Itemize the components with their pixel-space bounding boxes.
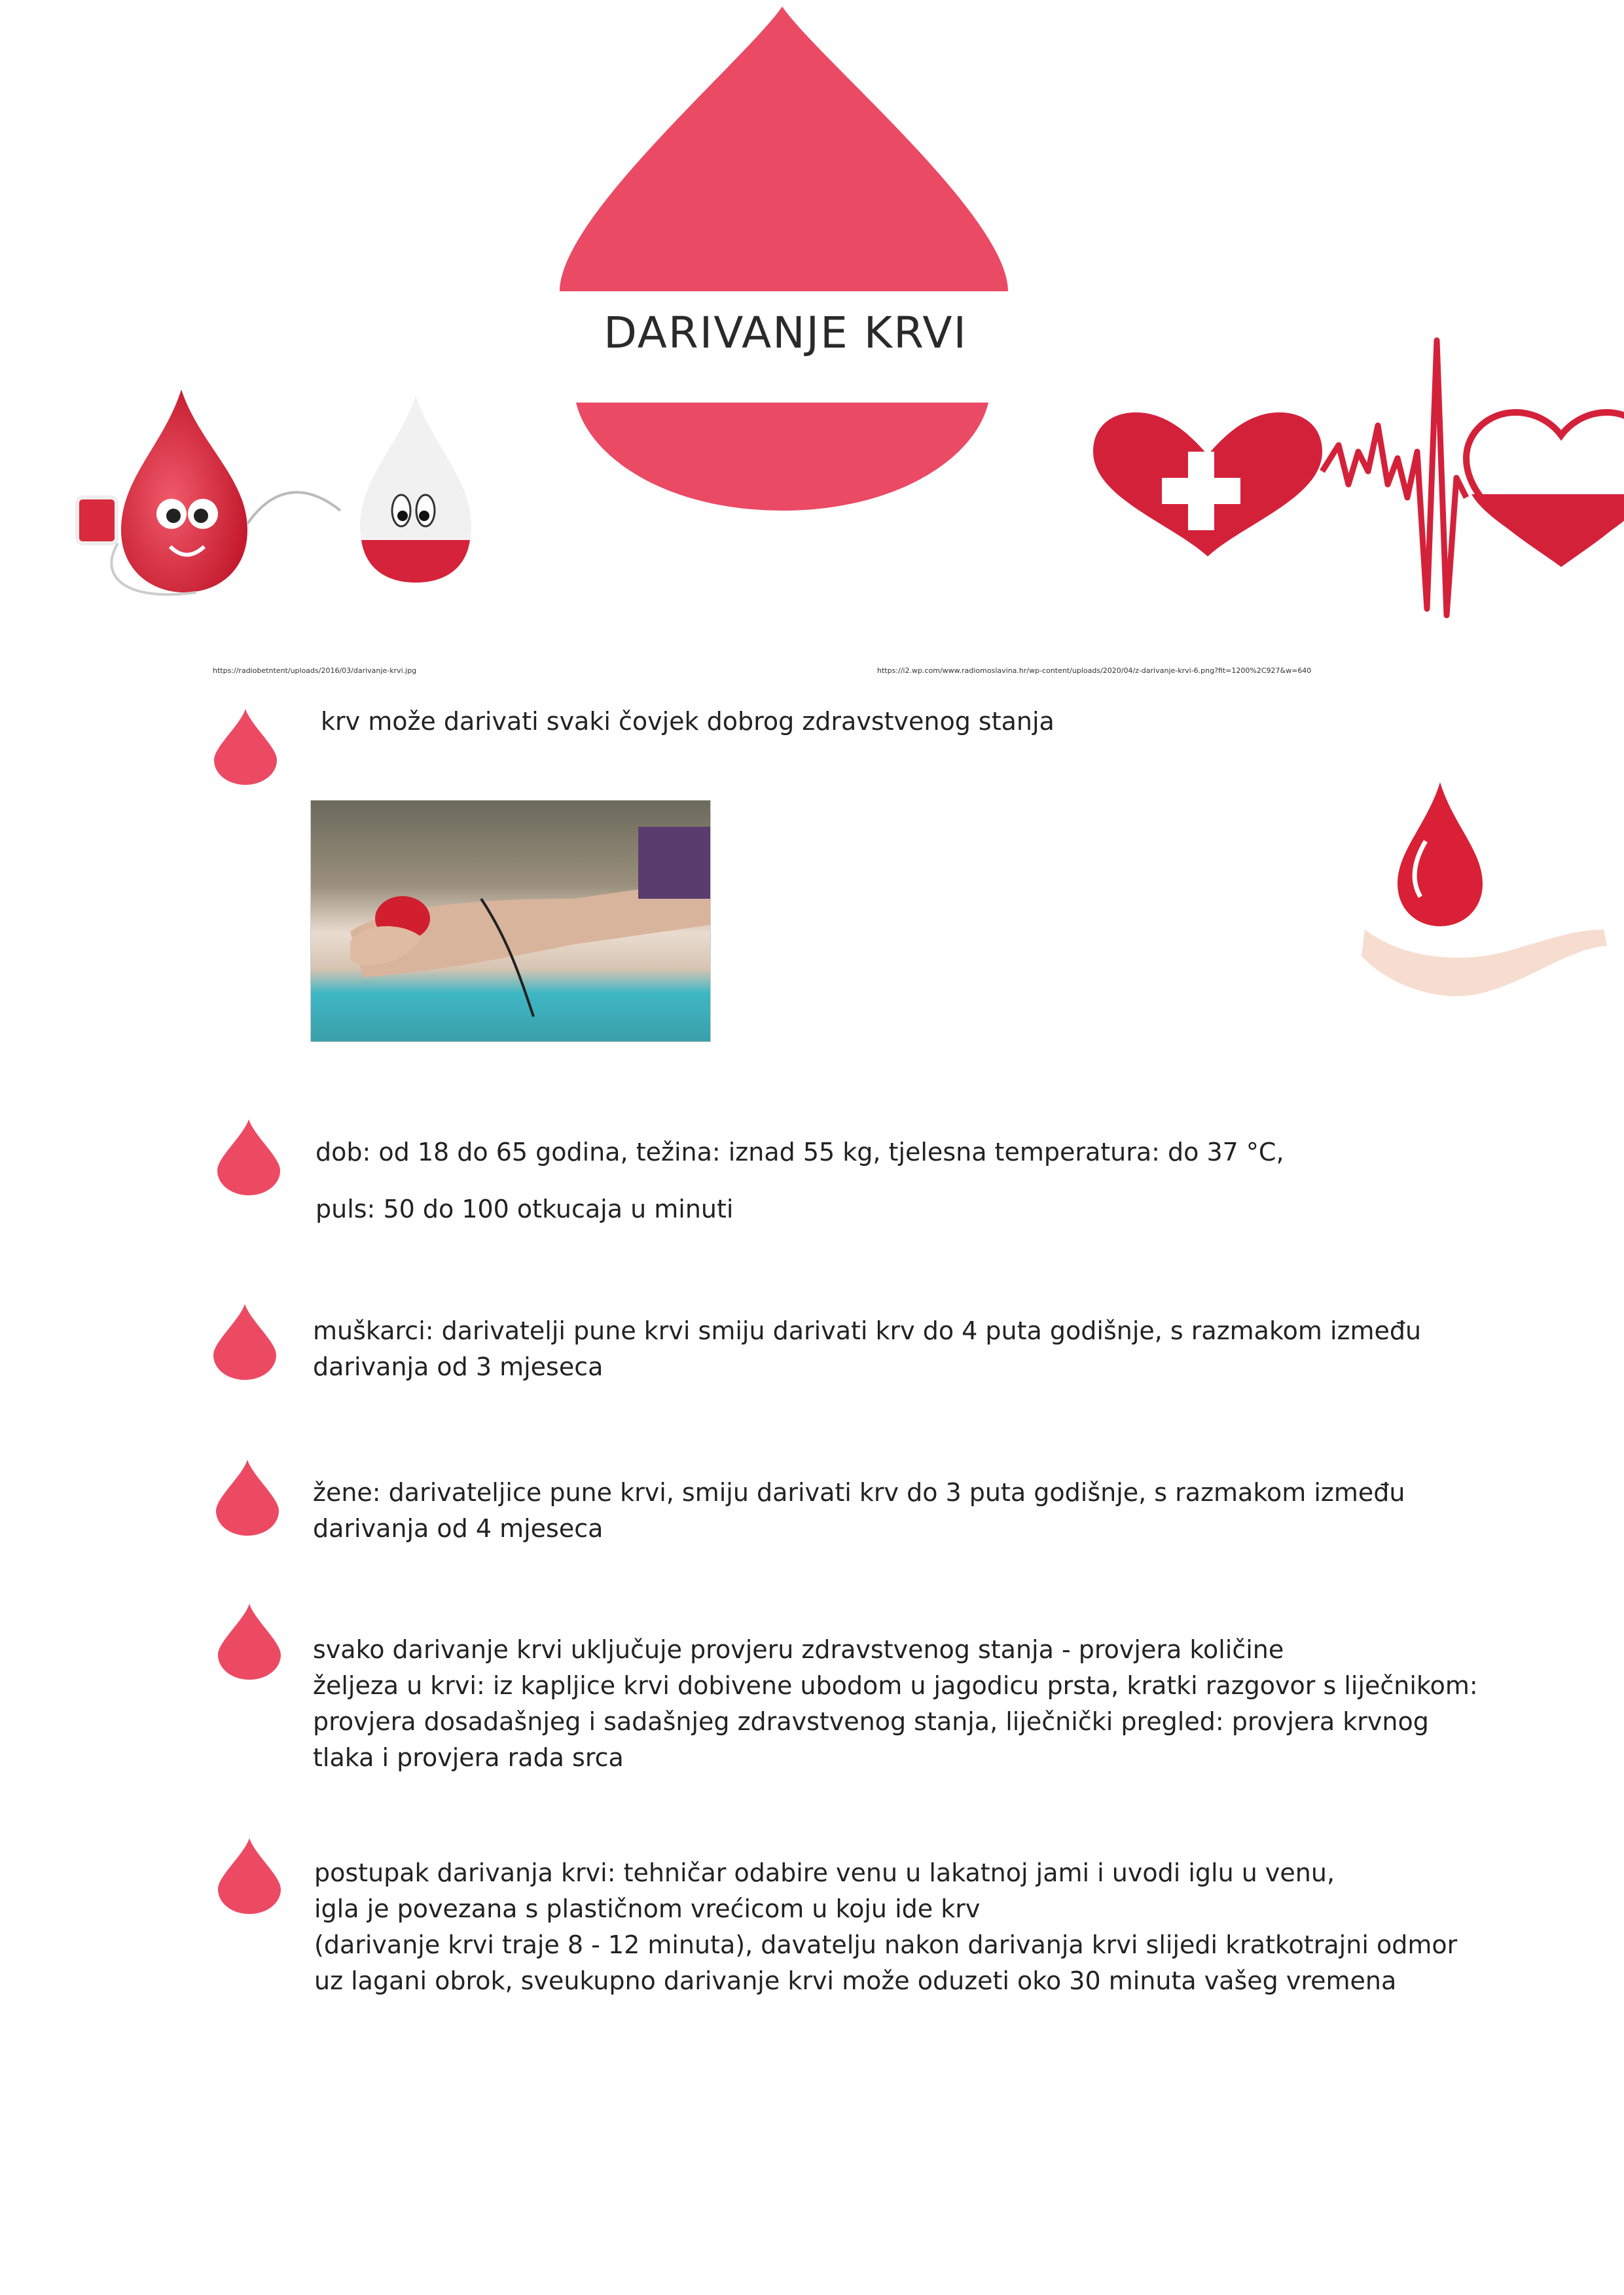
bullet-drop-icon [213, 1304, 276, 1380]
page-title: DARIVANJE KRVI [604, 308, 967, 358]
heartbeat-icon [1322, 340, 1466, 615]
donation-photo [310, 800, 711, 1042]
title-drop-icon [560, 7, 1008, 511]
image-source-left[interactable]: https://radiobetntent/uploads/2016/03/darivanje-krvi.jpg [213, 666, 417, 675]
bullet-drop-icon [218, 1838, 281, 1914]
bullet-drop-icon [216, 1460, 279, 1536]
hand-drop-icon [1362, 782, 1607, 996]
item-text: dob: od 18 do 65 godina, težina: iznad 55 kg, tjelesna temperatura: do 37 °C, [316, 1138, 1284, 1166]
item-text: muškarci: darivatelji pune krvi smiju darivati krv do 4 puta godišnje, s razmakom između darivanja od 3 mjeseca [313, 1316, 1422, 1381]
image-source-right[interactable]: https://i2.wp.com/www.radiomoslavina.hr/wp-content/uploads/2020/04/z-darivanje-krvi-6.png?fit=1200%2C927&w=640 [877, 666, 1312, 675]
bullet-drop-icon [218, 1604, 281, 1680]
item-text: žene: darivateljice pune krvi, smiju darivati krv do 3 puta godišnje, s razmakom između darivanja od 4 mjeseca [313, 1478, 1405, 1543]
mascot-drops-icon [77, 389, 471, 594]
heart-blood-icon [1466, 412, 1624, 563]
item-text: postupak darivanja krvi: tehničar odabire venu u lakatnoj jami i uvodi iglu u venu, igla je povezana s plastičnom vrećicom u koju ide krv (darivanje krvi traje 8 - 12 minuta), davatelju nakon darivanja krvi slijedi kratkotrajni odmor uz lagani obrok, sveukupno darivanje krvi može oduzeti oko 30 minuta vašeg vremena [314, 1858, 1458, 1995]
bullet-drop-icon [217, 1119, 280, 1195]
item-text: svako darivanje krvi uključuje provjeru zdravstvenog stanja - provjera količine željeza u krvi: iz kapljice krvi dobivene ubodom u jagodicu prsta, kratki razgovor s liječnikom: provjera dosadašnjeg i sadašnjeg zdravstvenog stanja, liječnički pregled: provjera krvnog tlaka i provjera rada srca [313, 1635, 1478, 1772]
item-text: krv može darivati svaki čovjek dobrog zdravstvenog stanja [321, 707, 1055, 736]
item-text: puls: 50 do 100 otkucaja u minuti [316, 1195, 734, 1223]
bullet-drop-icon [214, 709, 277, 785]
heart-cross-icon [1093, 412, 1322, 556]
